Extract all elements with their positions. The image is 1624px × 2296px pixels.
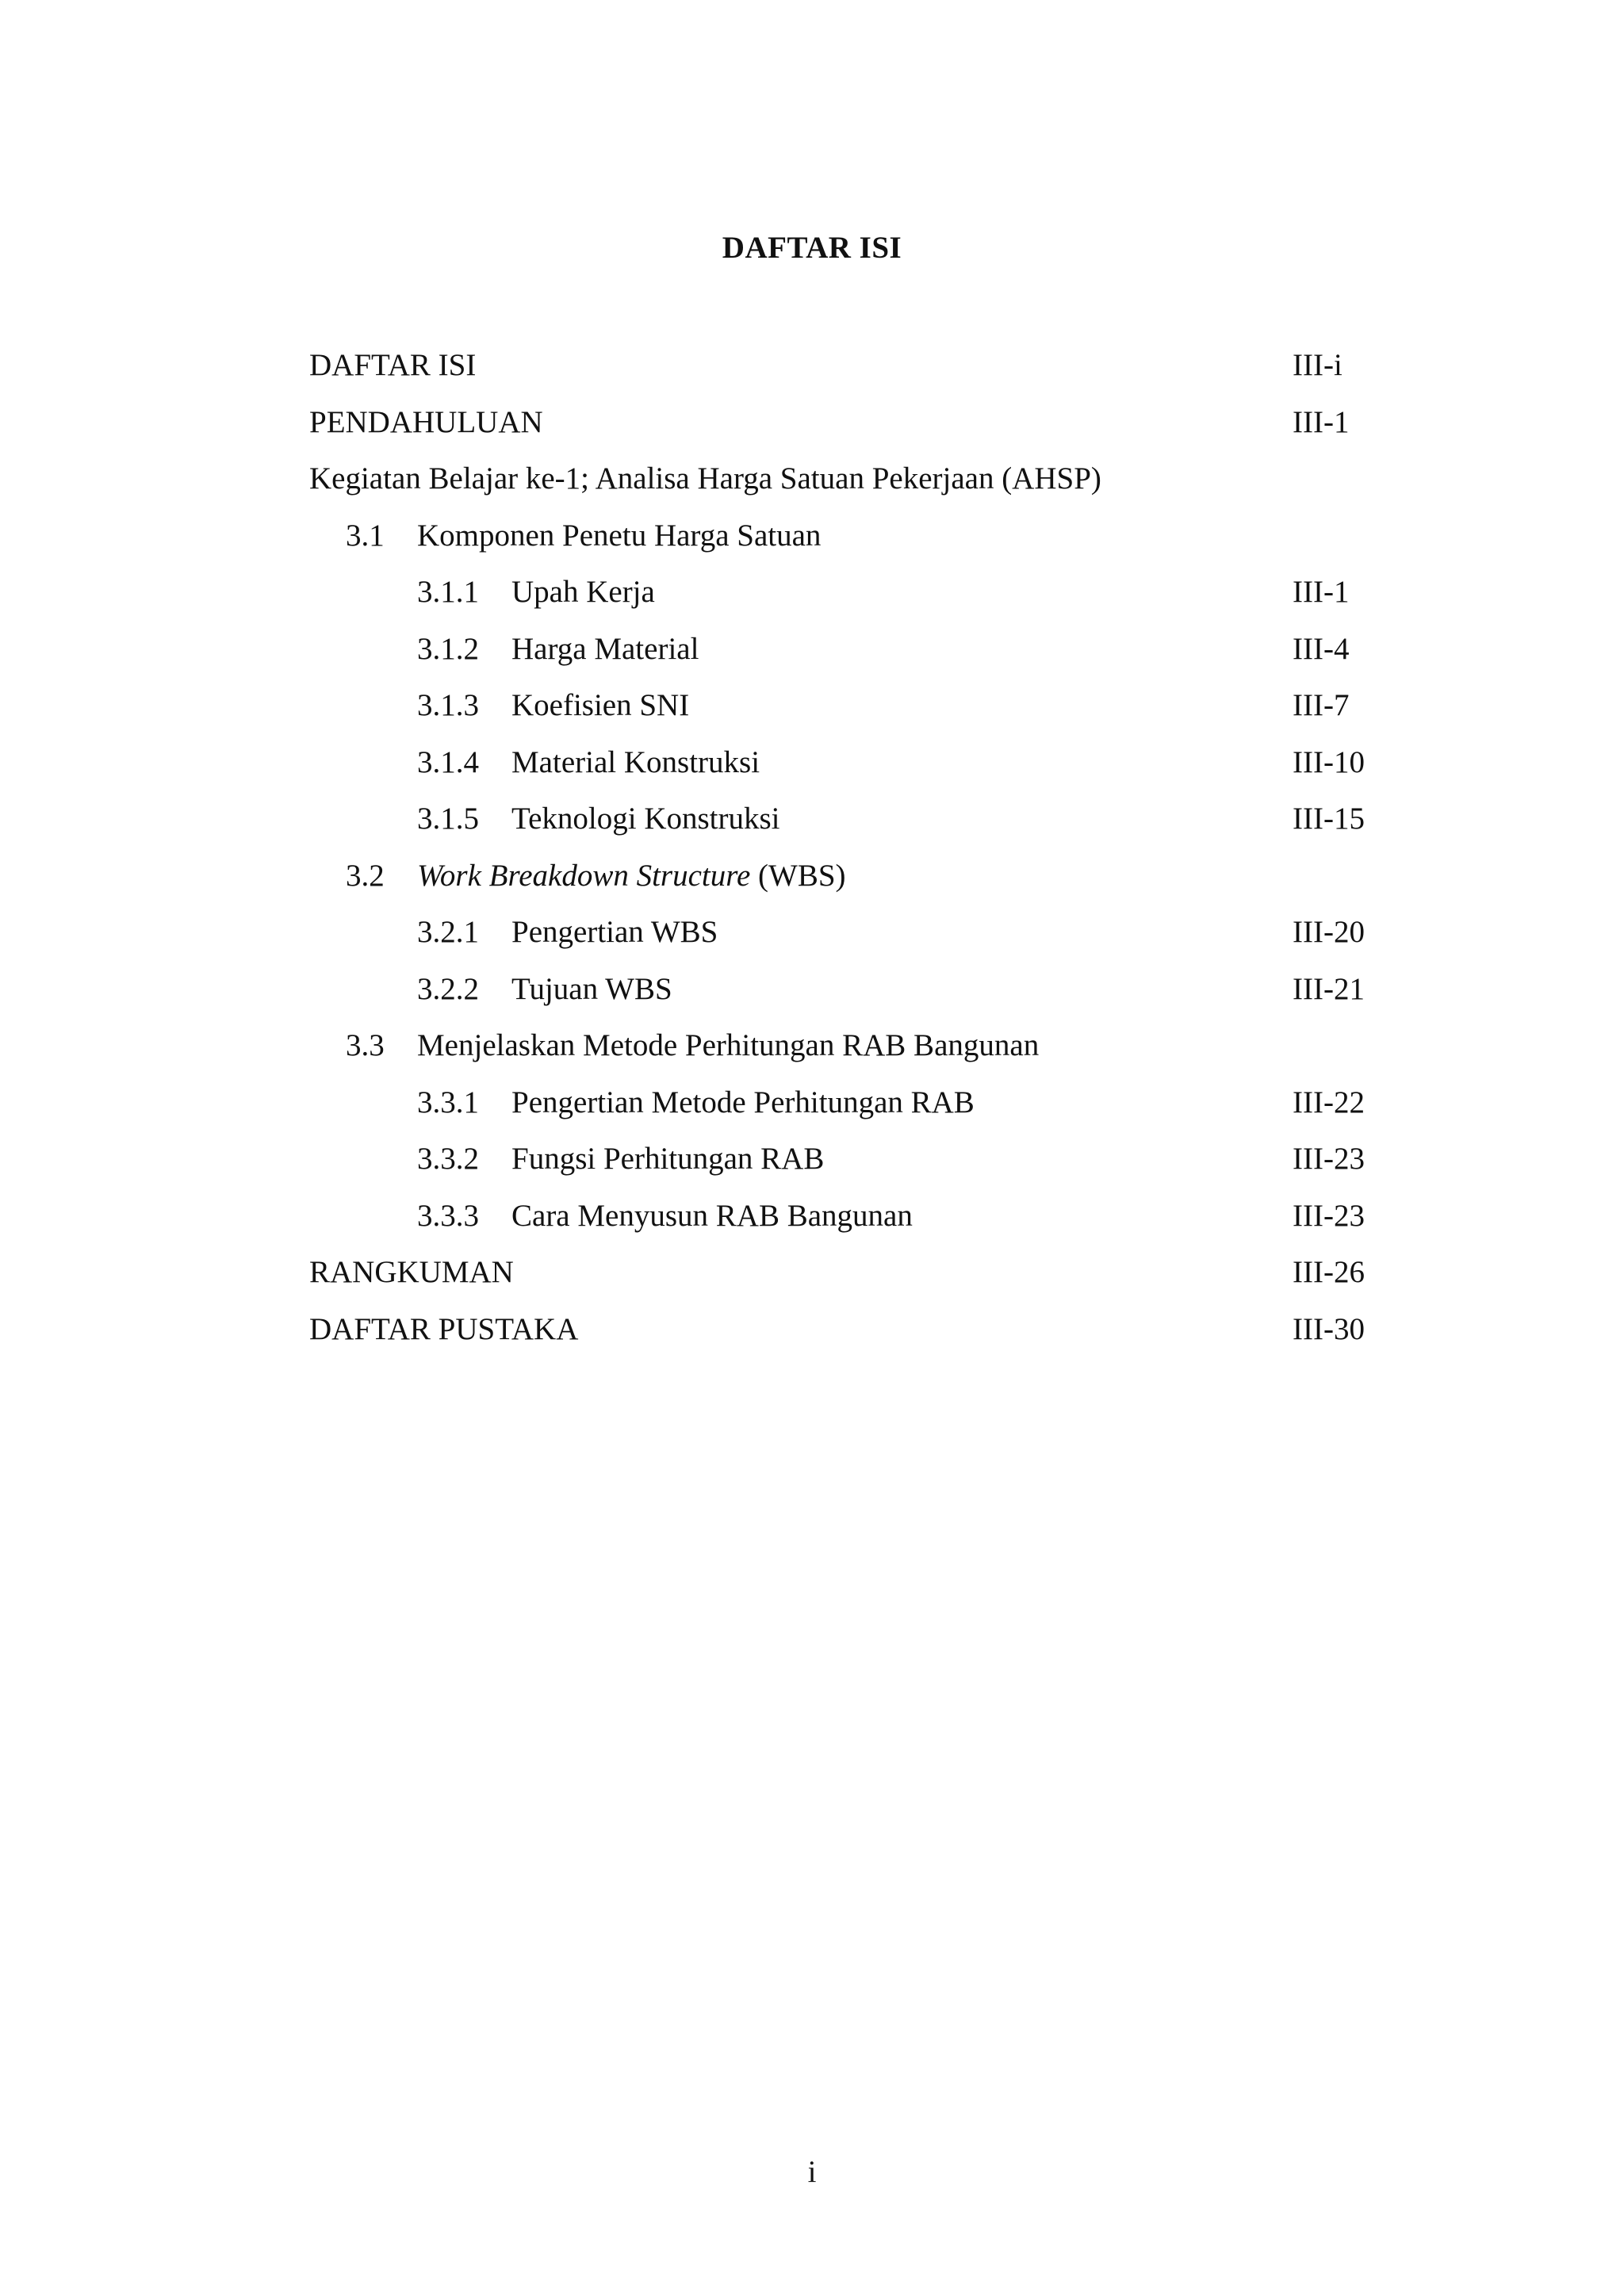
toc-entry-title: Menjelaskan Metode Perhitungan RAB Bangunan <box>417 1028 1040 1062</box>
toc-entry-title: Material Konstruksi <box>511 744 760 779</box>
toc-entry <box>0 1131 1624 1188</box>
toc-entry-page: III-20 <box>1293 915 1365 949</box>
toc-entry <box>0 848 1624 905</box>
toc-entry-title: DAFTAR ISI <box>309 348 477 382</box>
toc-entry-title: Upah Kerja <box>511 575 655 609</box>
toc-entry-number: 3.3.3 <box>417 1198 479 1233</box>
toc-entry <box>0 337 1624 394</box>
toc-entry-title: Komponen Penetu Harga Satuan <box>417 518 822 553</box>
toc-entry-title: Cara Menyusun RAB Bangunan <box>511 1198 913 1233</box>
toc-entry-page: III-26 <box>1293 1255 1365 1289</box>
toc-entry-number: 3.2.1 <box>417 915 479 949</box>
toc-entry <box>0 904 1624 961</box>
toc-entry-number: 3.1 <box>346 518 385 553</box>
toc-entry <box>0 1074 1624 1131</box>
toc-entry-title: PENDAHULUAN <box>309 404 543 439</box>
toc-entry-page: III-15 <box>1293 802 1365 836</box>
toc-entry-page: III-30 <box>1293 1311 1365 1346</box>
toc-entry-number: 3.1.1 <box>417 575 479 609</box>
toc-entry <box>0 1301 1624 1358</box>
toc-entry-number: 3.1.4 <box>417 744 479 779</box>
toc-entry <box>0 1188 1624 1245</box>
toc-entry-title <box>417 848 846 905</box>
toc-entry-title-rest: (WBS) <box>750 858 846 893</box>
toc-entry-page: III-21 <box>1293 971 1365 1006</box>
toc-entry <box>0 677 1624 734</box>
toc-entry <box>0 394 1624 451</box>
toc-entry-title: DAFTAR PUSTAKA <box>309 1311 579 1346</box>
toc-entry-number: 3.1.5 <box>417 802 479 836</box>
toc-entry-title: Pengertian WBS <box>511 915 718 949</box>
toc-entry-page: III-1 <box>1293 575 1350 609</box>
toc-entry-number: 3.1.3 <box>417 688 479 722</box>
toc-entry <box>0 1017 1624 1074</box>
table-of-contents <box>0 337 1624 1357</box>
toc-entry-page: III-23 <box>1293 1142 1365 1176</box>
toc-entry-title-italic: Work Breakdown Structure <box>417 858 751 893</box>
toc-entry-page: III-7 <box>1293 688 1350 722</box>
toc-entry-title: Pengertian Metode Perhitungan RAB <box>511 1085 975 1119</box>
page-number: i <box>807 2155 817 2189</box>
toc-entry-page: III-1 <box>1293 404 1350 439</box>
toc-entry-title: Tujuan WBS <box>511 971 672 1006</box>
toc-entry-number: 3.3.1 <box>417 1085 479 1119</box>
toc-entry <box>0 1244 1624 1301</box>
toc-entry-title: RANGKUMAN <box>309 1255 514 1289</box>
toc-entry-title: Teknologi Konstruksi <box>511 802 780 836</box>
toc-entry <box>0 734 1624 791</box>
toc-entry-page: III-10 <box>1293 744 1365 779</box>
toc-entry-page: III-22 <box>1293 1085 1365 1119</box>
page-title: DAFTAR ISI <box>722 231 902 265</box>
toc-entry-page: III-23 <box>1293 1198 1365 1233</box>
toc-entry-page: III-4 <box>1293 631 1350 666</box>
toc-entry-title: Kegiatan Belajar ke-1; Analisa Harga Satuan Pekerjaan (AHSP) <box>309 461 1101 496</box>
toc-entry-page: III-i <box>1293 348 1342 382</box>
toc-entry-number: 3.3.2 <box>417 1142 479 1176</box>
toc-entry-title: Koefisien SNI <box>511 688 690 722</box>
toc-entry <box>0 507 1624 564</box>
toc-entry <box>0 621 1624 678</box>
toc-entry <box>0 961 1624 1018</box>
toc-entry-number: 3.2 <box>346 858 385 893</box>
toc-entry-number: 3.1.2 <box>417 631 479 666</box>
toc-entry-number: 3.2.2 <box>417 971 479 1006</box>
toc-entry <box>0 790 1624 848</box>
toc-entry <box>0 564 1624 621</box>
toc-entry-title: Harga Material <box>511 631 699 666</box>
toc-entry-title: Fungsi Perhitungan RAB <box>511 1142 825 1176</box>
toc-entry <box>0 450 1624 507</box>
toc-entry-number: 3.3 <box>346 1028 385 1062</box>
